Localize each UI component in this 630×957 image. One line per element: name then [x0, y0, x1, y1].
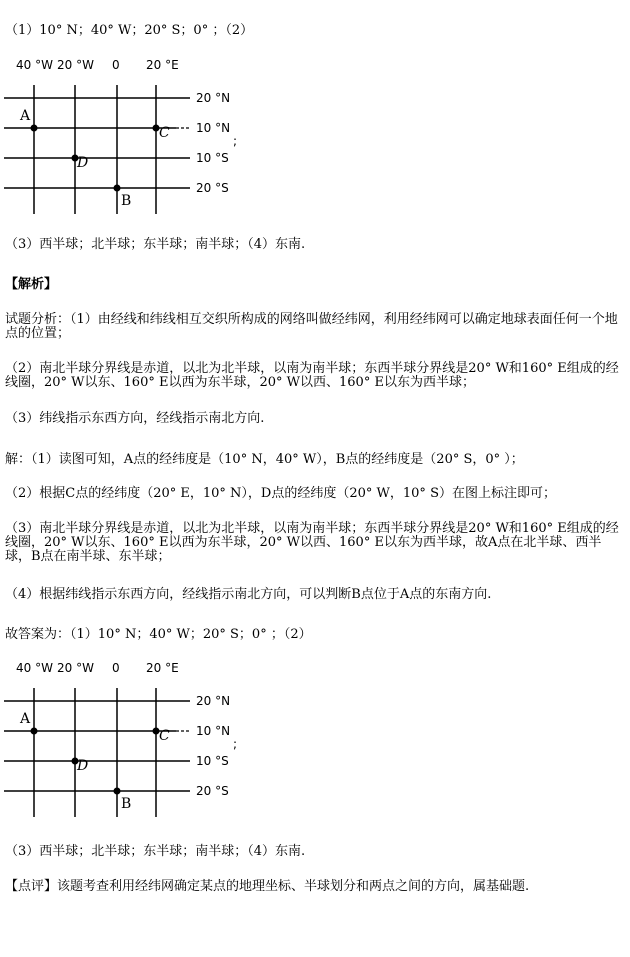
- longitude-label: 20 °E: [146, 661, 179, 675]
- solution-paragraph: （3）南北半球分界线是赤道，以北为北半球，以南为南半球；东西半球分界线是20° W和160° E组成的经线圈，20° W以东、160° E以西为东半球，20° W以西、160° E以东为西半球，故A点在北半球、西半球，B点在南半球、东半球；: [5, 521, 619, 564]
- point-d-label: D: [77, 155, 89, 171]
- point-a-label: A: [20, 711, 31, 727]
- point-c-label: C: [159, 125, 170, 141]
- point-a-dot: [31, 728, 38, 735]
- solution-paragraph: （4）根据纬线指示东西方向，经线指示南北方向，可以判断B点位于A点的东南方向.: [5, 587, 492, 602]
- analysis-paragraph: 试题分析：（1）由经线和纬线相互交织所构成的网络叫做经纬网，利用经纬网可以确定地球表面任何一个地点的位置；: [5, 312, 618, 341]
- point-b-label: B: [121, 796, 132, 812]
- latitude-label: 10 °S: [196, 754, 229, 768]
- longitude-label: 0: [112, 58, 120, 72]
- longitude-label: 20 °W: [57, 58, 94, 72]
- lat-long-grid-2: [0, 660, 260, 820]
- latitude-label: 20 °S: [196, 784, 229, 798]
- longitude-label: 20 °E: [146, 58, 179, 72]
- point-b-dot: [114, 788, 121, 795]
- point-a-label: A: [20, 108, 31, 124]
- longitude-label: 40 °W: [16, 58, 53, 72]
- latitude-label: 10 °N: [196, 121, 231, 135]
- latitude-label: 10 °S: [196, 151, 229, 165]
- longitude-label: 20 °W: [57, 661, 94, 675]
- analysis-paragraph: （2）南北半球分界线是赤道，以北为北半球，以南为南半球；东西半球分界线是20° W和160° E组成的经线圈，20° W以东、160° E以西为东半球，20° W以西、160° E以东为西半球；: [5, 361, 619, 390]
- after-grid-mark: ;: [233, 737, 238, 751]
- final-answer-line-1: 故答案为：（1）10° N；40° W；20° S；0° ；（2）: [5, 627, 312, 642]
- final-answer-line-3: （3）西半球；北半球；东半球；南半球；（4）东南.: [5, 844, 306, 859]
- point-b-label: B: [121, 193, 132, 209]
- solution-paragraph: 解：（1）读图可知，A点的经纬度是（10° N，40° W），B点的经纬度是（20° S，0° ）；: [5, 452, 524, 467]
- longitude-label: 40 °W: [16, 661, 53, 675]
- comment: 【点评】该题考查利用经纬网确定某点的地理坐标、半球划分和两点之间的方向，属基础题.: [5, 879, 530, 894]
- solution-paragraph: （2）根据C点的经纬度（20° E，10° N），D点的经纬度（20° W，10° S）在图上标注即可；: [5, 486, 556, 501]
- latitude-label: 20 °S: [196, 181, 229, 195]
- analysis-heading: 【解析】: [5, 277, 58, 292]
- lat-long-grid-1: [0, 57, 260, 217]
- point-d-label: D: [77, 758, 89, 774]
- point-c-label: C: [159, 728, 170, 744]
- latitude-label: 20 °N: [196, 91, 231, 105]
- answer-line-1: （1）10° N；40° W；20° S；0° ；（2）: [5, 23, 254, 38]
- longitude-label: 0: [112, 661, 120, 675]
- point-b-dot: [114, 185, 121, 192]
- answer-line-3: （3）西半球；北半球；东半球；南半球；（4）东南.: [5, 237, 306, 252]
- analysis-paragraph: （3）纬线指示东西方向，经线指示南北方向.: [5, 411, 265, 426]
- latitude-label: 20 °N: [196, 694, 231, 708]
- after-grid-mark: ;: [233, 134, 238, 148]
- point-a-dot: [31, 125, 38, 132]
- latitude-label: 10 °N: [196, 724, 231, 738]
